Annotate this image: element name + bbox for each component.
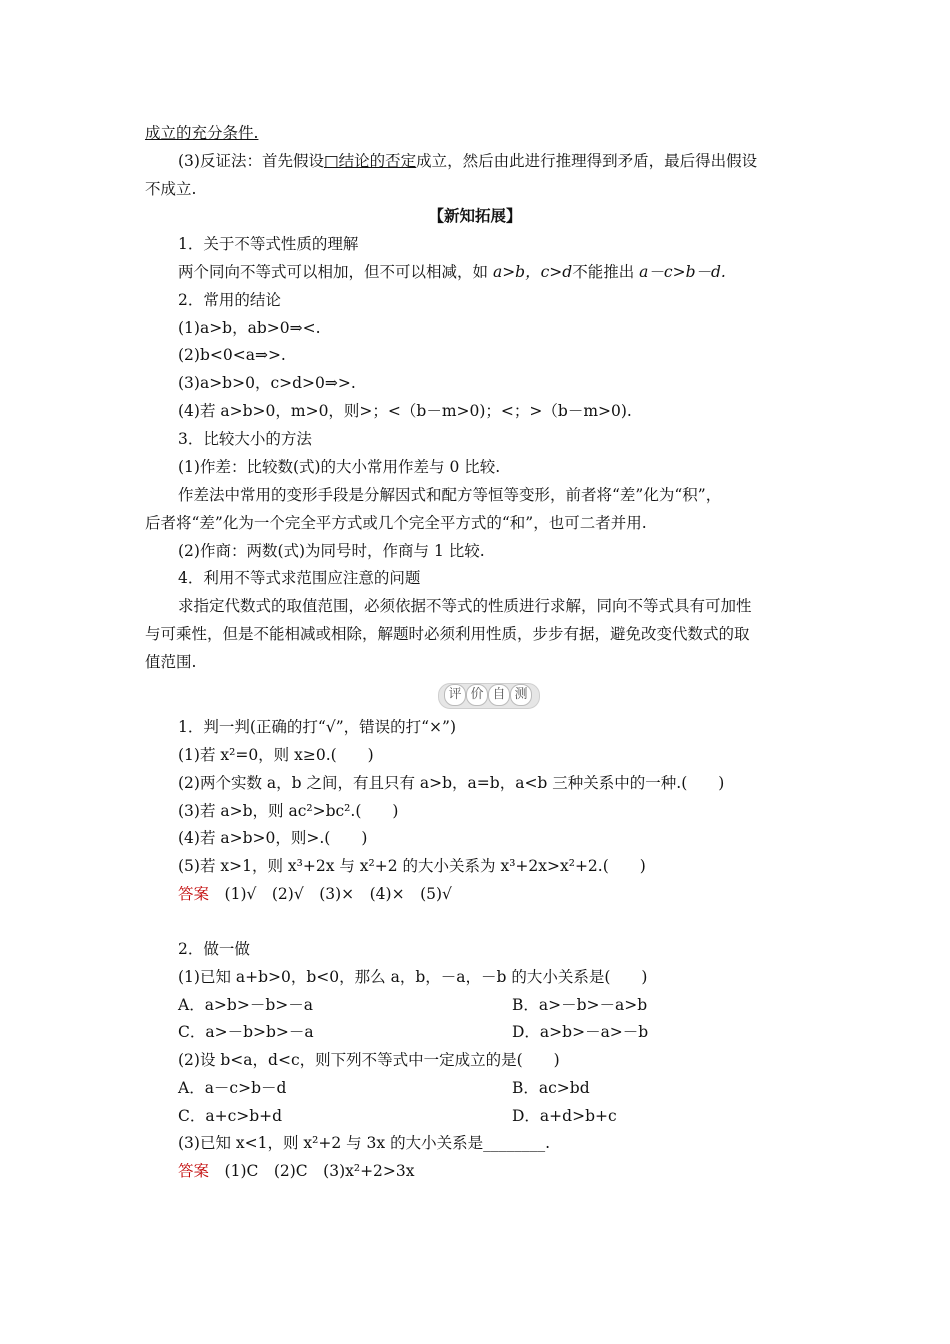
subsection-title: 1．关于不等式性质的理解 [178, 235, 359, 253]
list-item: (1)a>b，ab>0⇒<. [178, 319, 321, 337]
answer-text: (1)C (2)C (3)x²+2>3x [224, 1162, 415, 1180]
paragraph-line: 不成立. [145, 180, 197, 198]
paragraph-line: 值范围. [145, 653, 197, 671]
question-item: (2)设 b<a，d<c，则下列不等式中一定成立的是( ) [178, 1051, 560, 1069]
list-item: (4)若 a>b>0，m>0，则>；<（b－m>0)；<；>（b－m>0). [178, 402, 632, 420]
paragraph-line: 求指定代数式的取值范围，必须依据不等式的性质进行求解，同向不等式具有可加性 [178, 597, 752, 615]
paragraph-line [178, 261, 726, 283]
text-span: 两个同向不等式可以相加，但不可以相减，如 [178, 263, 489, 281]
badge-char: 测 [510, 684, 532, 706]
badge-char: 自 [488, 684, 510, 706]
text-span: (3)反证法：首先假设 [178, 152, 324, 170]
subsection-title: 2．常用的结论 [178, 291, 281, 309]
paragraph-line: (2)作商：两数(式)为同号时，作商与 1 比较. [178, 542, 485, 560]
answer-label: 答案 [178, 1162, 210, 1180]
paragraph-line: (1)作差：比较数(式)的大小常用作差与 0 比较. [178, 458, 501, 476]
option-a: A．a>b>－b>－a [178, 996, 313, 1014]
text-span: 成立，然后由此进行推理得到矛盾，最后得出假设 [416, 152, 758, 170]
option-c: C．a+c>b+d [178, 1107, 283, 1125]
section-heading: 【新知拓展】 [428, 206, 522, 225]
option-d: D．a>b>－a>－b [512, 1023, 649, 1041]
answer-line [178, 883, 452, 905]
answer-line [178, 1160, 415, 1182]
section-badge [438, 680, 538, 710]
question-item: (3)已知 x<1，则 x²+2 与 3x 的大小关系是________. [178, 1134, 551, 1152]
subsection-title: 4．利用不等式求范围应注意的问题 [178, 569, 421, 587]
question-item: (4)若 a>b>0，则>.( ) [178, 829, 368, 847]
math-span: a>b，c>d [492, 263, 573, 281]
question-item: (2)两个实数 a，b 之间，有且只有 a>b，a=b，a<b 三种关系中的一种.( ) [178, 774, 725, 792]
question-item: (1)已知 a+b>0，b<0，那么 a，b，－a，－b 的大小关系是( ) [178, 968, 648, 986]
underlined-term: □结论的否定 [323, 152, 417, 170]
badge-char: 价 [466, 684, 488, 706]
list-item: (2)b<0<a⇒>. [178, 346, 286, 364]
paragraph-line: 成立的充分条件. [145, 124, 259, 142]
list-item: (3)a>b>0，c>d>0⇒>. [178, 374, 356, 392]
question-title: 1．判一判(正确的打“√”，错误的打“×”) [178, 718, 457, 736]
badge-char: 评 [444, 684, 466, 706]
option-b: B．a>－b>－a>b [512, 996, 648, 1014]
option-d: D．a+d>b+c [512, 1107, 617, 1125]
option-a: A．a－c>b－d [178, 1079, 287, 1097]
badge-label [438, 683, 538, 707]
paragraph-line: 后者将“差”化为一个完全平方式或几个完全平方式的“和”，也可二者并用. [145, 514, 647, 532]
answer-label: 答案 [178, 885, 210, 903]
math-span: a－c>b－d. [639, 263, 726, 281]
subsection-title: 3．比较大小的方法 [178, 430, 312, 448]
question-item: (1)若 x²=0，则 x≥0.( ) [178, 746, 374, 764]
paragraph-line [178, 150, 757, 172]
paragraph-line: 与可乘性，但是不能相减或相除，解题时必须利用性质，步步有据，避免改变代数式的取 [145, 625, 750, 643]
option-b: B．ac>bd [512, 1079, 590, 1097]
question-title: 2．做一做 [178, 940, 250, 958]
paragraph-line: 作差法中常用的变形手段是分解因式和配方等恒等变形，前者将“差”化为“积”， [178, 486, 722, 504]
question-item: (5)若 x>1，则 x³+2x 与 x²+2 的大小关系为 x³+2x>x²+2.( ) [178, 857, 646, 875]
text-span: 不能推出 [572, 263, 635, 281]
question-item: (3)若 a>b，则 ac²>bc².( ) [178, 802, 399, 820]
option-c: C．a>－b>b>－a [178, 1023, 314, 1041]
answer-text: (1)√ (2)√ (3)× (4)× (5)√ [224, 885, 452, 903]
